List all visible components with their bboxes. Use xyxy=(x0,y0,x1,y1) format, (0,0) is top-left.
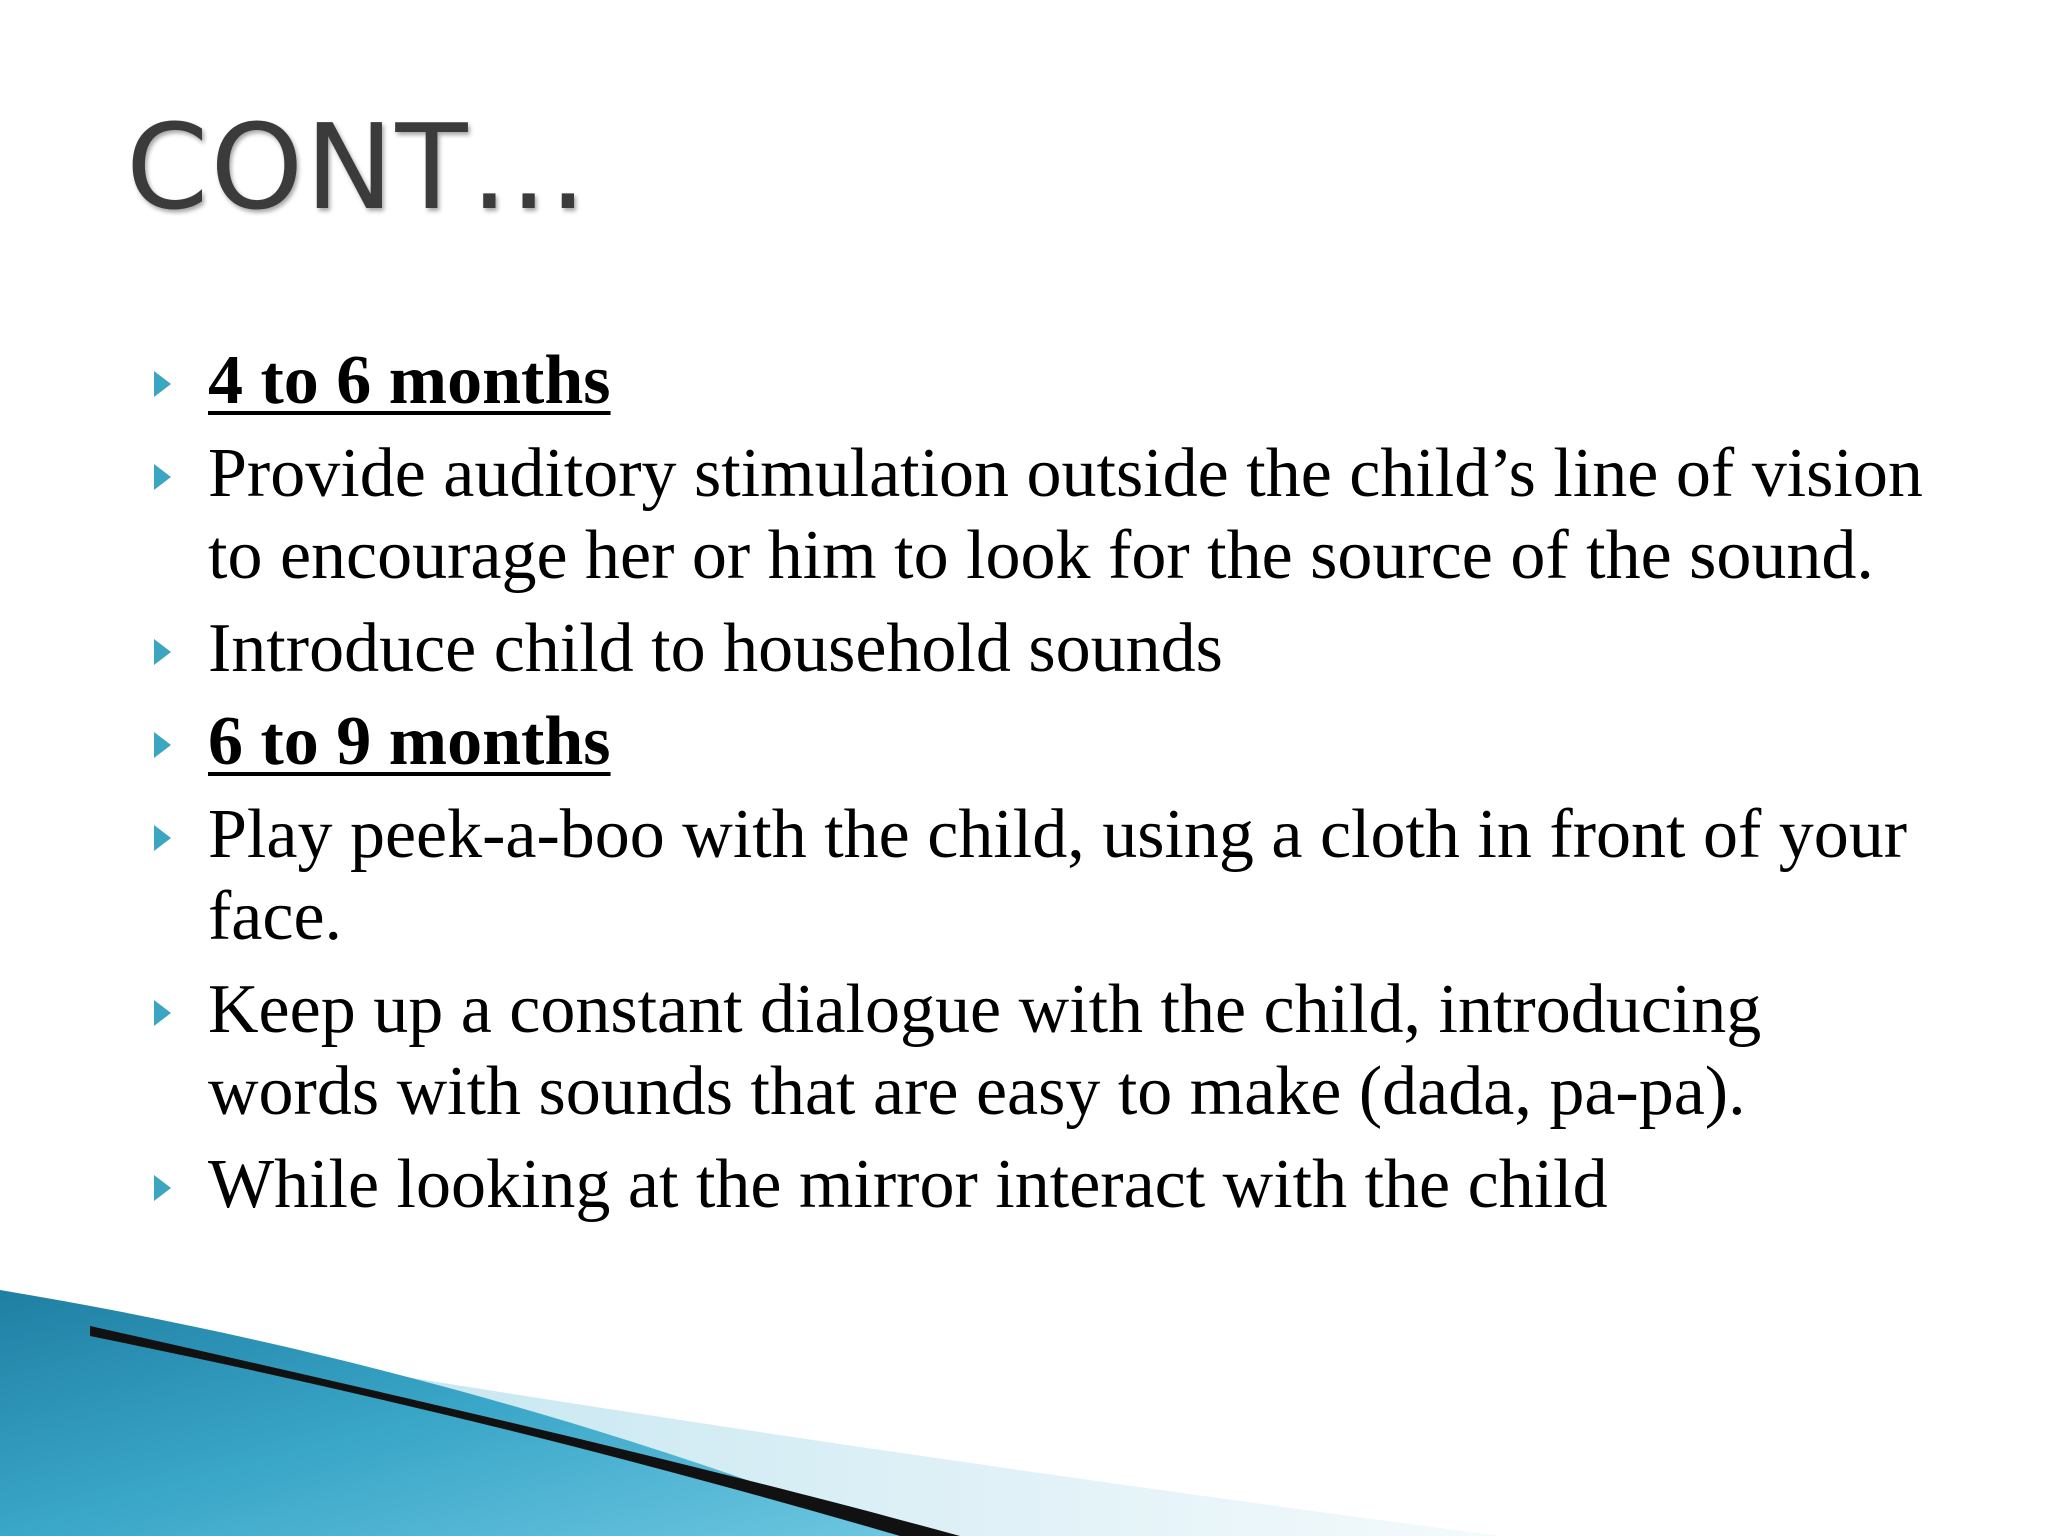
bullet-item xyxy=(146,433,1946,597)
bullet-text: 6 to 9 months xyxy=(208,703,611,780)
bullet-text: While looking at the mirror interact with the child xyxy=(208,1146,1608,1223)
bullet-item xyxy=(146,608,1946,690)
triangle-right-icon xyxy=(154,825,171,851)
bullet-item xyxy=(146,969,1946,1133)
bullet-text: Introduce child to household sounds xyxy=(208,610,1223,687)
triangle-right-icon xyxy=(154,371,171,397)
bullet-text: Provide auditory stimulation outside the child’s line of vision to encourage her or him to look for the source of the sound. xyxy=(208,435,1923,594)
triangle-right-icon xyxy=(154,732,171,758)
slide-title: CONT… xyxy=(126,98,590,236)
triangle-right-icon xyxy=(154,464,171,490)
bullet-item xyxy=(146,340,1946,422)
bullet-item xyxy=(146,701,1946,783)
bullet-item xyxy=(146,794,1946,958)
bullet-item xyxy=(146,1144,1946,1226)
triangle-right-icon xyxy=(154,1175,171,1201)
triangle-right-icon xyxy=(154,1000,171,1026)
bullet-text: Keep up a constant dialogue with the child, introducing words with sounds that are easy to make (dada, pa-pa). xyxy=(208,971,1762,1130)
bullet-list xyxy=(146,340,1946,1237)
bullet-text: 4 to 6 months xyxy=(208,342,611,419)
triangle-right-icon xyxy=(154,639,171,665)
bullet-text: Play peek-a-boo with the child, using a cloth in front of your face. xyxy=(208,796,1908,955)
